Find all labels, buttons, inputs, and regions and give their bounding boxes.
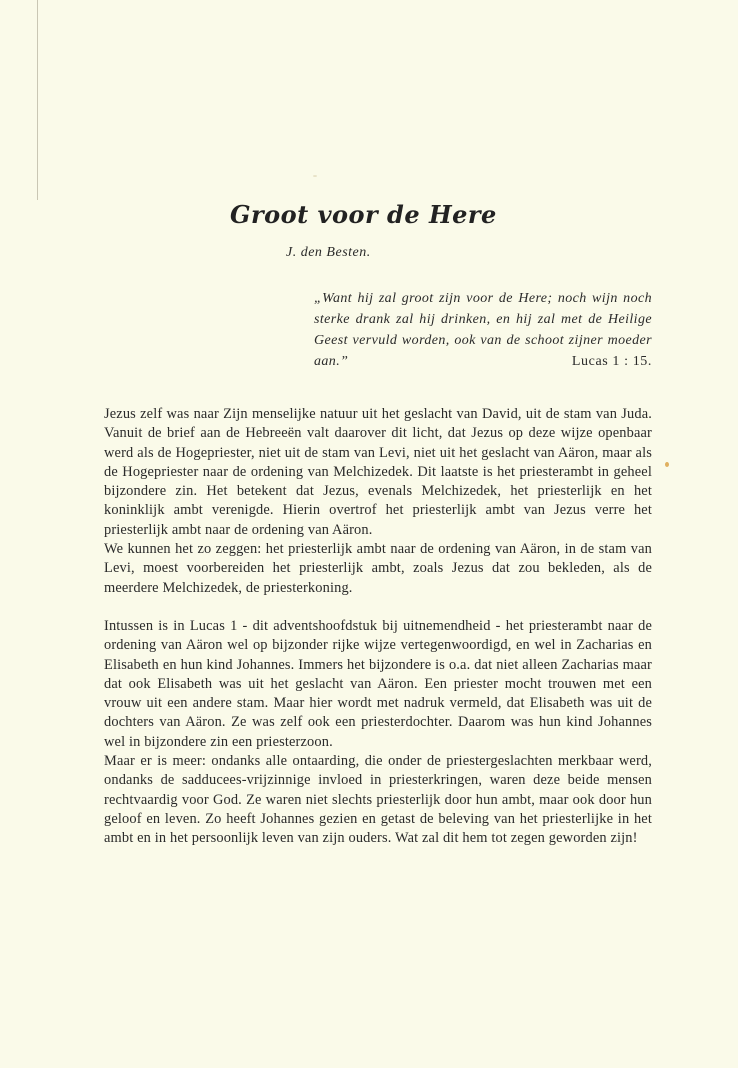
- paragraph: Jezus zelf was naar Zijn menselijke natuur uit het geslacht van David, uit de stam van Juda. Vanuit de brief aan de Hebreeën valt daarover dit licht, dat Jezus op deze wijze openbaar werd als de Hogepriester, niet uit de stam van Levi, niet uit het geslacht van Aäron, maar als de Hogepriester naar de ordening van Melchizedek. Dit laatste is het priesterambt in geheel bijzondere zin. Het betekent dat Jezus, evenals Melchizedek, het priesterlijk en het koninklijk ambt verenigde. Hierin overtrof het priesterlijk ambt van Jezus verre het priesterlijk ambt naar de ordening van Aäron.: [104, 406, 652, 538]
- article-author: J. den Besten.: [286, 245, 371, 260]
- margin-rule: [37, 0, 38, 200]
- paper-speck: [665, 462, 669, 467]
- article-body: [104, 405, 652, 849]
- paper-speck: [313, 175, 317, 177]
- paragraph: Intussen is in Lucas 1 - dit adventshoofdstuk bij uitnemendheid - het priesterambt naar de ordening van Aäron wel op bijzonder rijke wijze vertegenwoordigd, en wel in Zacharias en Elisabeth en hun kind Johannes. Immers het bijzondere is o.a. dat niet alleen Zacharias maar dat ook Elisabeth was uit het geslacht van Aäron. Een priester mocht trouwen met een vrouw uit een andere stam. Maar hier wordt met nadruk vermeld, dat Elisabeth was uit de dochters van Aäron. Ze was zelf ook een priesterdochter. Daarom was hun kind Johannes wel in bijzondere zin een priesterzoon.: [104, 617, 652, 750]
- epigraph: [314, 288, 652, 372]
- paragraph: We kunnen het zo zeggen: het priesterlijk ambt naar de ordening van Aäron, in de stam van Levi, moest voorbereiden het priesterlijk ambt, zoals Jezus dat zou bekleden, als de meerdere Melchizedek, de priesterkoning.: [104, 541, 652, 596]
- epigraph-text: „Want hij zal groot zijn voor de Here; noch wijn noch sterke drank zal hij drinken, en hij zal met de Heilige Geest vervuld worden, ook van de schoot zijner moeder aan.”: [314, 291, 652, 369]
- epigraph-reference: Lucas 1 : 15.: [571, 354, 652, 369]
- paragraph: Maar er is meer: ondanks alle ontaarding, die onder de priestergeslachten merkbaar werd, ondanks de sadducees-vrijzinnige invloed in priesterkringen, waren deze beide mensen rechtvaardig voor God. Ze waren niet slechts priesterlijk door hun ambt, maar ook door hun geloof en leven. Zo heeft Johannes gezien en getast de beleving van het priesterlijke in het ambt en in het persoonlijk leven van zijn ouders. Wat zal dit hem tot zegen geworden zijn!: [104, 753, 652, 847]
- article-title: Groot voor de Here: [230, 200, 497, 229]
